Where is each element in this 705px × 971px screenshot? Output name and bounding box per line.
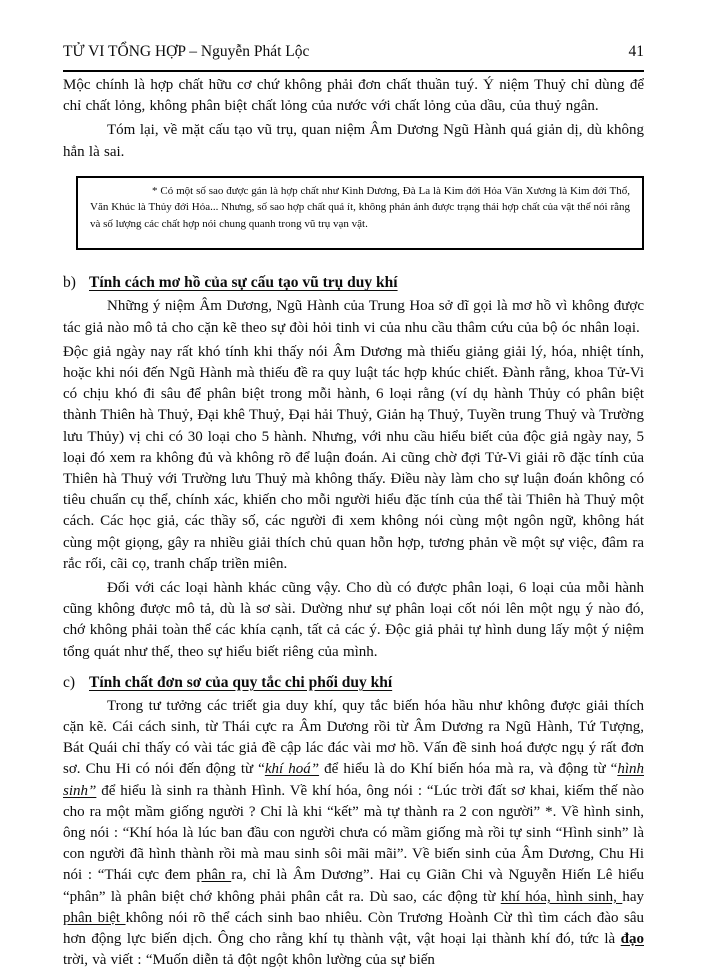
page-number: 41 (628, 43, 644, 60)
section-heading-c (63, 672, 644, 693)
paragraph-c1: Trong tư tưởng các triết gia duy khí, quy tắc biến hóa hầu như không được giải thích cặn kẽ. Cái cách sinh, từ Thái cực ra Âm Dương rồi từ Âm Dương ra Ngũ Hành, Tứ Tượng, Bát Quái chỉ thấy có vài tác giả đề cập lác đác vài mơ hồ. Vấn đề sinh hoá được ngụ ý rất đơn sơ. Chu Hi có nói đến động từ “khí hoá” để hiểu là do Khí biến hóa mà ra, và động từ “hình sinh” để hiểu là sinh ra thành Hình. Về khí hóa, ông nói : “Lúc trời đất sơ khai, kiếm thế nào cho ra một mầm giống người ? Chỉ là khi “kết” mà tự thành ra 2 con người” *. Về hình sinh, ông nói : “Khí hóa là lúc ban đầu con người chưa có mầm giống mà rồi tự sinh “Hình sinh” là con người đã hình thành rồi mà mau sinh sôi mãi mãi”. Về biến sinh của Âm Dương, Chu Hi nói : “Thái cực đem phân ra, chỉ là Âm Dương”. Hai cụ Giãn Chi và Nguyễn Hiến Lê hiểu “phân” là phân biệt chớ không phải phân cắt ra. Dù sao, các động từ khí hóa, hình sinh, hay phân biệt không nói rõ thể cách sinh bao nhiêu. Còn Trương Hoành Cừ thì tìm cách đào sâu hơn động lực biến dịch. Ông cho rằng khí tụ thành vật, vật hoại lại thành khí đó, tức là đạo trời, và viết : “Muốn diễn tả đột ngột khôn lường của sự biến (63, 697, 644, 969)
header-divider (63, 70, 644, 72)
paragraph-intro-1: Mộc chính là hợp chất hữu cơ chứ không phải đơn chất thuần tuý. Ý niệm Thuỷ chỉ dùng để chỉ chất lỏng, không phân biệt chất lỏng của nước với chất lỏng của dầu, của thuỷ ngân. (63, 77, 644, 115)
section-b-title: Tính cách mơ hồ của sự cấu tạo vũ trụ duy khí (89, 274, 398, 292)
section-heading-b (63, 272, 644, 293)
running-title: TỬ VI TỔNG HỢP – Nguyễn Phát Lộc (63, 43, 310, 60)
section-c-marker: c) (63, 673, 76, 691)
paragraph-b3: Đối với các loại hành khác cũng vậy. Cho dù có được phân loại, 6 loại của mỗi hành cũng không được mô tả, dù là sơ sài. Dường như sự phân loại cốt nói lên một ngụ ý nào đó, chớ không phải toàn thể các khía cạnh, tất cả các ý. Độc giả phải tự hình dung lấy một ý niệm tổng quát như thế, theo sự hiểu biết riêng của mình. (63, 579, 644, 660)
paragraph-b2: Độc giả ngày nay rất khó tính khi thấy nói Âm Dương mà thiếu giảng giải lý, hóa, nhiệt tính, hoặc khi nói đến Ngũ Hành mà thiếu đề ra quy luật tác hợp khúc chiết. Đành rằng, khoa Tử-Vi có chịu khó đi sâu để phân biệt trong mỗi hành, 6 loại rằng (ví dụ hành Thủy có phân biệt thành Thiên hà Thuỷ, Đại khê Thuỷ, Đại hải Thuỷ, Giản hạ Thuỷ, Tuyền trung Thuỷ và Trường lưu Thủy) vị chi có 30 loại cho 5 hành. Nhưng, với nhu cầu hiểu biết của độc giả ngày nay, 5 loại đó xem ra không đủ và không rõ để luận đoán. Ai cũng chờ đợi Tử-Vi giải rõ đặc tính của Thiên hà Thuỷ với Trường lưu Thuỷ mà không thấy. Điều này làm cho sự luận đoán không có tiêu chuẩn cụ thể, chính xác, khiến cho mỗi người hiểu đặc tính của thể tài Thiên hà Thuỷ một cách. Các học giả, các thầy số, các người đi xem không nói cùng một ngôn ngữ, không hát cùng một giọng, gây ra nhiều giải thích chủ quan hỗn hợp, tương phản về một sự việc, đâm ra rắc rối, cãi cọ, tranh chấp triền miên. (63, 343, 644, 572)
paragraph-intro-2: Tóm lại, về mặt cấu tạo vũ trụ, quan niệm Âm Dương Ngũ Hành quá giản dị, dù không hẳn là sai. (63, 122, 644, 160)
footnote-text: * Có một số sao được gán là hợp chất như Kình Dương, Đà La là Kim đới Hỏa Văn Xương là Kim đới Thổ, Văn Khúc là Thủy đới Hỏa... Nhưng, số sao hợp chất quá ít, không phản ảnh được trạng thái hợp chất của vật thể nói rằng và số lượng các chất hợp nói chung quanh trong vũ trụ vạn vật. (90, 184, 630, 230)
page-header (63, 42, 644, 61)
paragraph-b1: Những ý niệm Âm Dương, Ngũ Hành của Trung Hoa sở dĩ gọi là mơ hồ vì không được tác giả nào mô tả cho cặn kẽ theo sự đòi hỏi tinh vi của nhu cầu thâm cứu của bộ óc nhân loại. (63, 298, 644, 336)
section-b-marker: b) (63, 274, 76, 292)
section-c-title: Tính chất đơn sơ của quy tắc chi phối duy khí (89, 673, 393, 691)
footnote-box (76, 176, 644, 251)
